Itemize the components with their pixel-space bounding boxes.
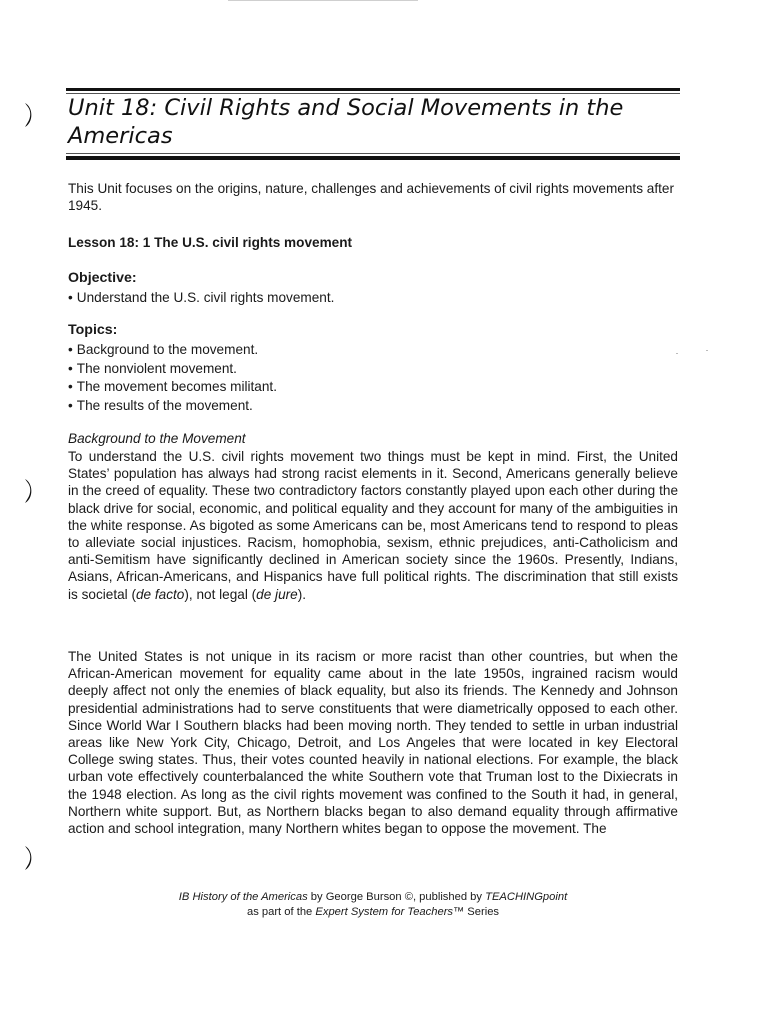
- body-paragraph-2: The United States is not unique in its racism or more racist than other countries, but when the African-American movement for equality came about in the late 1950s, ingrained racism would deeply affect not only the enemies of black equality, but also its friends. The Kennedy and Johnson presidential administrations had to serve constituents that were diametrically opposed to each other. Since World War I Southern blacks had been moving north. They tended to settle in urban industrial areas like New York City, Chicago, Detroit, and Los Angeles that were located in key Electoral College swing states. Thus, their votes counted heavily in national elections. For example, the black urban vote effectively counterbalanced the white Southern vote that Truman lost to the Dixiecrats in the 1948 election. As long as the civil rights movement was confined to the South it had, in general, Northern white support. But, as Northern blacks began to also demand equality through affirmative action and school integration, many Northern whites began to oppose the movement. The: [68, 649, 678, 837]
- punch-hole-mark: [22, 102, 36, 128]
- list-item: • The results of the movement.: [68, 397, 253, 413]
- list-item: • Background to the movement.: [68, 342, 259, 357]
- unit-title: Unit 18: Civil Rights and Social Movements in the Americas: [68, 95, 624, 149]
- lesson-title: Lesson 18: 1 The U.S. civil rights movement: [68, 235, 353, 250]
- objective-list: [68, 289, 678, 308]
- punch-hole-mark: [22, 478, 36, 504]
- bullet-icon: •: [68, 379, 73, 394]
- footer-line-2: as part of the Expert System for Teachers™ Series: [246, 906, 500, 918]
- list-item: • The movement becomes militant.: [68, 379, 277, 394]
- scan-edge-line: [228, 0, 418, 1]
- list-item: • Understand the U.S. civil rights movement.: [68, 290, 335, 305]
- scan-speck: [706, 350, 708, 351]
- title-rule-top: [66, 88, 680, 91]
- scan-speck: [676, 353, 678, 354]
- topics-heading: Topics:: [68, 322, 118, 338]
- page-footer: [68, 890, 678, 920]
- bullet-icon: •: [68, 342, 73, 357]
- body-paragraph-1: To understand the U.S. civil rights movement two things must be kept in mind. First, the United States’ population has always had strong racist elements in it. Second, Americans generally believe in the creed of equality. These two contradictory factors constantly played upon each other during the black drive for social, economic, and political equality and they account for many of the ambiguities in the white response. As bigoted as some Americans can be, most Americans tend to respond to pleas to alleviate social injustices. Racism, homophobia, sexism, ethnic prejudices, anti-Catholicism and anti-Semitism have significantly declined in American society since the 1960s. Presently, Indians, Asians, African-Americans, and Hispanics have full political rights. The discrimination that still exists is societal (de facto), not legal (de jure).: [68, 449, 678, 602]
- punch-hole-mark: [22, 845, 36, 871]
- bullet-icon: •: [68, 290, 73, 305]
- title-rule-bottom-thin: [66, 153, 680, 154]
- title-rule-bottom: [66, 156, 680, 160]
- section-heading: Background to the Movement: [68, 431, 246, 446]
- bullet-icon: •: [68, 397, 73, 413]
- unit-intro: This Unit focuses on the origins, nature, challenges and achievements of civil rights movements after 1945.: [68, 181, 674, 214]
- footer-line-1: IB History of the Americas by George Burson ©, published by TEACHINGpoint: [178, 891, 568, 903]
- topics-list: [68, 341, 678, 415]
- objective-heading: Objective:: [68, 270, 137, 286]
- list-item: • The nonviolent movement.: [68, 360, 237, 376]
- bullet-icon: •: [68, 360, 73, 376]
